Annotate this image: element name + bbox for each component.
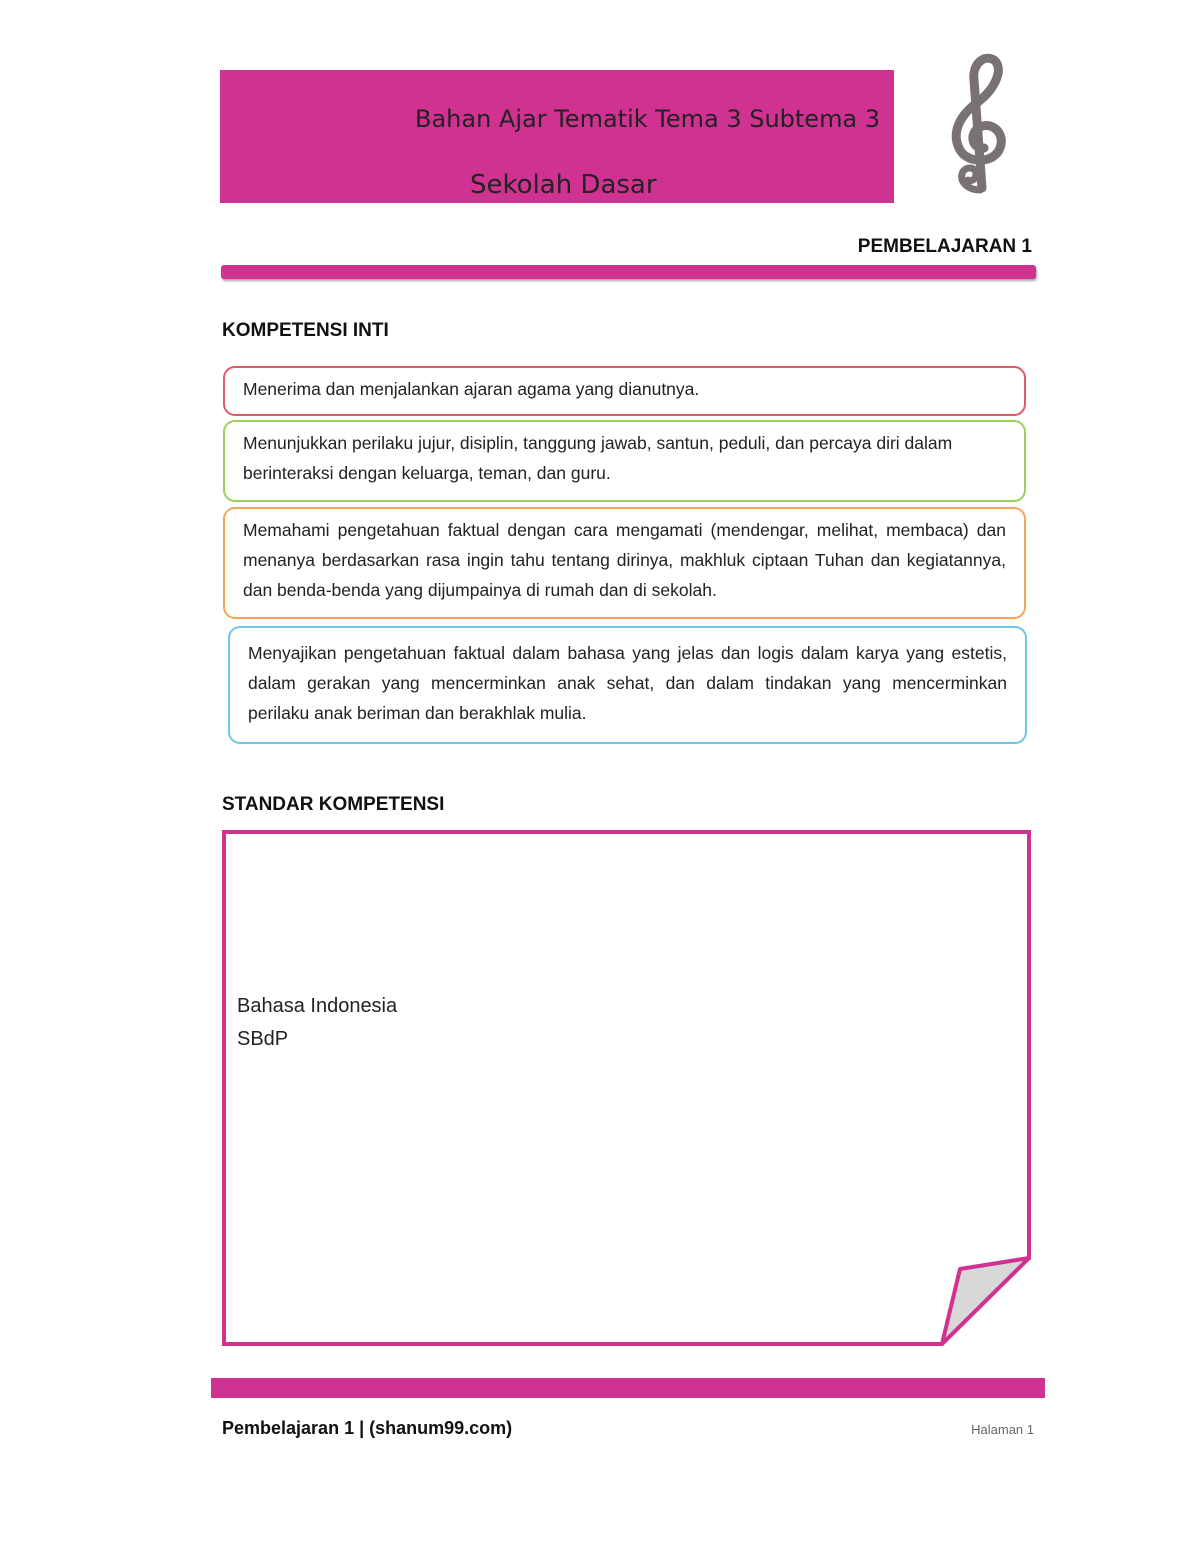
footer-page-number: Halaman 1 bbox=[971, 1422, 1034, 1437]
header-title: Bahan Ajar Tematik Tema 3 Subtema 3 bbox=[415, 105, 881, 133]
header-banner bbox=[220, 70, 894, 203]
treble-clef-icon bbox=[938, 50, 1018, 200]
subject-item: Bahasa Indonesia bbox=[237, 995, 398, 1017]
subject-item: SBdP bbox=[237, 1028, 289, 1050]
standar-kompetensi-heading: STANDAR KOMPETENSI bbox=[222, 794, 445, 815]
ki-box-4: Menyajikan pengetahuan faktual dalam bahasa yang jelas dan logis dalam karya yang estetis, dalam gerakan yang mencerminkan anak sehat, dan dalam tindakan yang mencerminkan perilaku anak beriman dan berakhlak mulia. bbox=[228, 626, 1027, 744]
divider-bar bbox=[221, 265, 1036, 279]
footer-bar bbox=[211, 1378, 1045, 1398]
ki-box-1: Menerima dan menjalankan ajaran agama yang dianutnya. bbox=[223, 366, 1026, 416]
kompetensi-inti-heading: KOMPETENSI INTI bbox=[222, 320, 389, 341]
standar-kompetensi-frame bbox=[220, 828, 1035, 1350]
ki-box-3: Memahami pengetahuan faktual dengan cara mengamati (mendengar, melihat, membaca) dan menanya berdasarkan rasa ingin tahu tentang dirinya, makhluk ciptaan Tuhan dan kegiatannya, dan benda-benda yang dijumpainya di rumah dan di sekolah. bbox=[223, 507, 1026, 619]
ki-box-2: Menunjukkan perilaku jujur, disiplin, tanggung jawab, santun, peduli, dan percaya diri dalam berinteraksi dengan keluarga, teman, dan guru. bbox=[223, 420, 1026, 502]
header-subtitle: Sekolah Dasar bbox=[470, 170, 657, 200]
subject-list bbox=[237, 990, 397, 1056]
footer-source: Pembelajaran 1 | (shanum99.com) bbox=[222, 1418, 513, 1438]
lesson-label: PEMBELAJARAN 1 bbox=[857, 236, 1032, 257]
